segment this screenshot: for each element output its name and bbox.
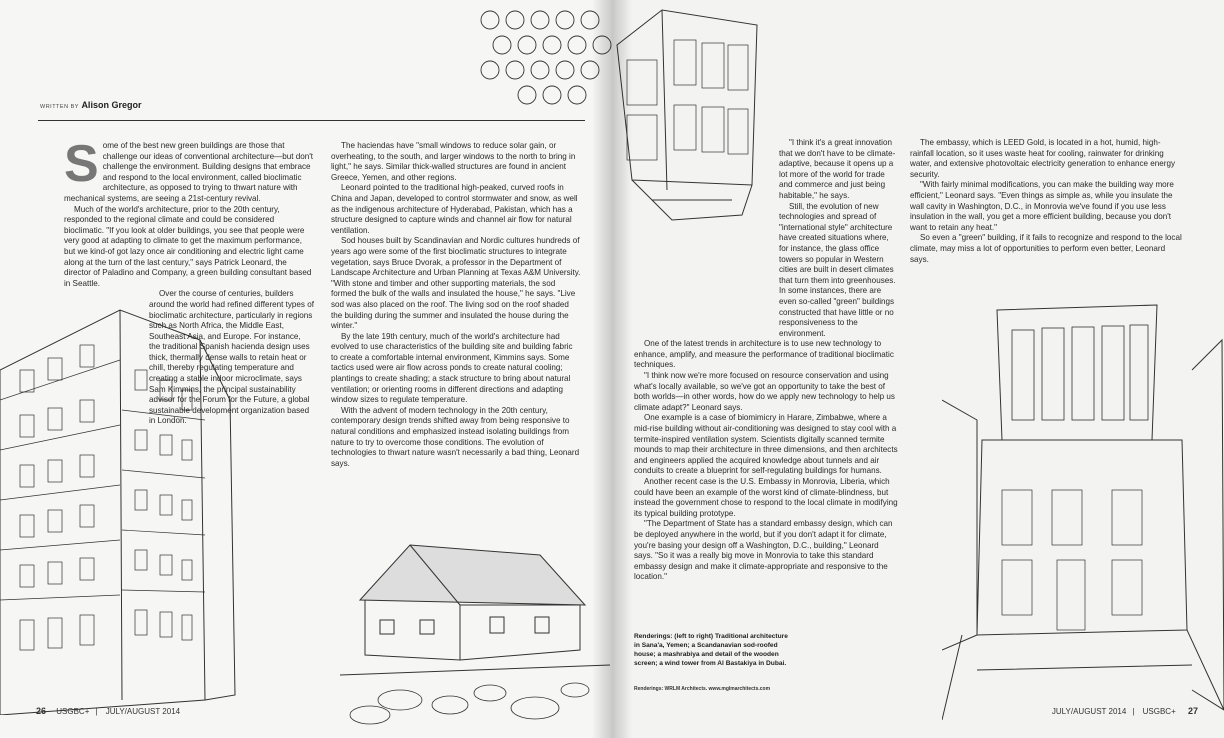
right-page [612,0,1224,738]
paragraph: By the late 19th century, much of the world's architecture had evolved to use characteristics of the building site and building fabric to create a comfortable internal environment, Kimmins says. Some tactics used were air flow across ponds to create natural cooling; plantings to create shading; a stack structure to bring about natural ventilation; or orienting rooms in different directions and adapting window sizes to regulate temperature. [331,331,573,405]
byline [40,100,141,110]
written-by-label: WRITTEN BY [40,104,79,110]
page-gutter [592,0,632,738]
header-rule [38,120,585,121]
paragraph: Leonard pointed to the traditional high-peaked, curved roofs in China and Japan, developed to control stormwater and snow, as well as the indigenous architecture of Hyderabad, Pakistan, which has a structure designed to capture winds and channel air flow for natural ventilation. [331,183,578,235]
wind-tower-sketch [942,290,1224,720]
sod-house-sketch [340,525,610,730]
folio-right: JULY/AUGUST 2014 | USGBC+ 27 [1051,706,1198,716]
publication-name: USGBC+ [56,707,90,716]
folio-left: 26 USGBC+ | JULY/AUGUST 2014 [36,706,181,716]
image-caption: Renderings: (left to right) Traditional architecture in Sana'a, Yemen; a Scandanavian sod-roofed house; a mashrabiya and detail of the wooden screen; a wind tower from Al Bastakiya in Dubai. [634,633,788,667]
paragraph: Much of the world's architecture, prior to the 20th century, responded to the regional climate and could be considered bioclimatic. "If you look at older buildings, you see that people were very good at adapting to climate to get the maximum performance, but we kind-of got lazy once air conditioning and electric light came along at the turn of the last century," says Patrick Leonard, the director of Paladino and Company, a green building consultant based in Seattle. [64,204,312,288]
paragraph: "The Department of State has a standard embassy design, which can be deployed anywhere in the world, but if you don't adapt it for climate, you're basing your design off a Washington, D.C., building," Leonard says. "So it was a really big move in Monrovia to take this standard embassy design and make it climate-appropriate and responsive to the location." [634,519,893,582]
page-number: 26 [36,706,47,716]
author-name: Alison Gregor [81,100,142,110]
publication-name: USGBC+ [1142,707,1176,716]
mashrabiya-screen-detail-sketch [470,0,612,120]
issue-date: JULY/AUGUST 2014 [1051,707,1127,716]
image-credit: Renderings: WRLM Architects. www.mglmarchitects.com [634,686,771,692]
left-column-2 [331,141,581,469]
paragraph: Another recent case is the U.S. Embassy in Monrovia, Liberia, which could have been an example of the worst kind of climate-blindness, but instead the government chose to respond to the local climate in modifying its typical building prototype. [634,477,898,518]
paragraph: Over the course of centuries, builders around the world had refined different types of bioclimatic architecture, particularly in regions such as North Africa, the Middle East, Southeast Asia, and Europe. For instance, the traditional Spanish hacienda design uses thick, thermally dense walls to retain heat or chill, thereby regulating temperature and creating a stable indoor microclimate, says Sam Kimmins, the principal sustainability advisor for the Forum for the Future, a global sustainable development organization based in London. [149,289,314,426]
issue-date: JULY/AUGUST 2014 [105,707,181,716]
paragraph: "With fairly minimal modifications, you can make the building way more efficient," Leonard says. "Even things as simple as, while you insulate the wall cavity in Washington, D.C., in Monrovia we've found if you use less insulation in the wall, you get a more efficient building, because you don't want to retain any heat." [910,180,1174,232]
paragraph: The haciendas have "small windows to reduce solar gain, or overheating, to the south, and larger windows to the north to bring in light," he says. Similar thick-walled structures are found in ancient Greece, Yemen, and other regions. [331,141,576,182]
left-column-1 [64,135,314,427]
paragraph: "I think now we're more focused on resource conservation and using what's locally available, so we've got an opportunity to take the best of both worlds—in other words, how do we apply new technology to help us climate adapt?" Leonard says. [634,371,895,412]
right-column-1 [634,138,899,583]
paragraph: The embassy, which is LEED Gold, is located in a hot, humid, high-rainfall location, so it uses waste heat for cooling, rainwater for drinking water, and extensive photovoltaic electricity generation to enhance energy security. [910,138,1176,179]
paragraph: "I think it's a great innovation that we don't have to be climate-adaptive, because it opens up a lot more of the world for trade and commerce and just being habitable," he says. [779,138,896,200]
drop-cap: S [64,135,99,193]
paragraph: With the advent of modern technology in the 20th century, contemporary design trends shifted away from being responsive to natural conditions and emphasized instead isolating buildings from nature to try to overcome those conditions. The evolution of technologies to thwart nature wasn't necessarily a bad thing, Leonard says. [331,405,580,468]
paragraph: One example is a case of biomimicry in Harare, Zimbabwe, where a mid-rise building without air-conditioning was designed to stay cool with a termite-inspired ventilation system. Scientists digitally scanned termite mounds to map their architecture in three dimensions, and then architects and engineers applied the acquired knowledge about tunnels and air conduits to create a blueprint for self-regulating buildings for humans. [634,413,898,476]
paragraph: So even a "green" building, if it fails to recognize and respond to the local climate, may miss a lot of opportunities to perform even better, Leonard says. [910,233,1182,264]
paragraph: Some of the best new green buildings are those that challenge our ideas of conventional architecture—but don't challenge the environment. Building designs that embrace and respond to the local environment, called bioclimatic architecture, as opposed to trying to thwart nature with mechanical systems, are seeing a 21st-century revival. [64,135,314,203]
right-column-2 [910,138,1182,265]
page-number: 27 [1187,706,1198,716]
paragraph: Sod houses built by Scandinavian and Nordic cultures hundreds of years ago were some of the first bioclimatic structures to integrate vegetation, says Bruce Dvorak, a professor in the Department of Landscape Architecture and Urban Planning at Texas A&M University. "With stone and timber and other supporting materials, the sod formed the bulk of the walls and insulated the house," he says. "Live sod was also placed on the roof. The living sod on the roof shaded the building during the summer and insulated the house during the winter." [331,236,581,331]
paragraph: Still, the evolution of new technologies and spread of "international style" architecture have created situations where, for instance, the glass office towers so popular in Western cities are built in desert climates that turn them into greenhouses. In some instances, there are even so-called "green" buildings constructed that have little or no responsiveness to the environment. [779,201,896,338]
paragraph: One of the latest trends in architecture is to use new technology to enhance, amplify, and measure the performance of traditional bioclimatic techniques. [634,339,894,370]
